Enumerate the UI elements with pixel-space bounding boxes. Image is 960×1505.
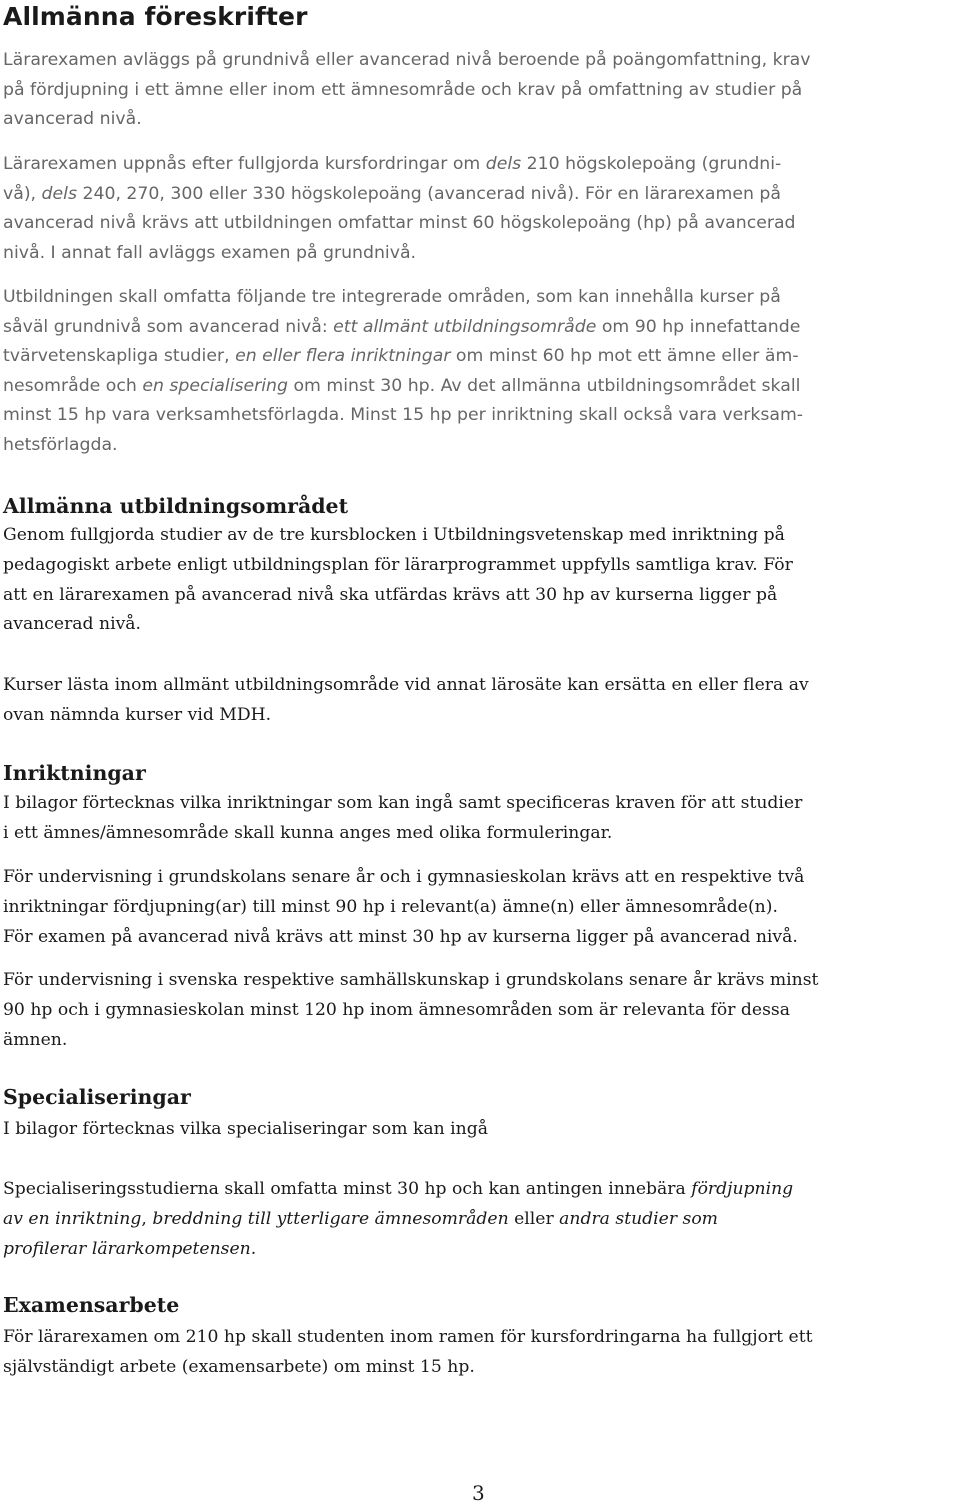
text-line: Lärarexamen avläggs på grundnivå eller avancerad nivå beroende på poängomfattning, krav xyxy=(3,50,811,70)
text-line: självständigt arbete (examensarbete) om minst 15 hp. xyxy=(3,1356,475,1377)
text-line: på fördjupning i ett ämne eller inom ett ämnesområde och krav på omfattning av studier på xyxy=(3,79,803,100)
text-line: För lärarexamen om 210 hp skall studenten inom ramen för kursfordringarna ha fullgjort ett xyxy=(3,1327,813,1347)
text-line: att en lärarexamen på avancerad nivå ska utfärdas krävs att 30 hp av kurserna ligger på xyxy=(3,584,778,605)
text-line: Kurser lästa inom allmänt utbildningsområde vid annat lärosäte kan ersätta en eller flera av xyxy=(3,675,809,695)
section-heading-specialiseringar: Specialiseringar xyxy=(3,1085,191,1109)
text-line: Utbildningen skall omfatta följande tre integrerade områden, som kan innehålla kurser på xyxy=(3,287,781,307)
allmanna-paragraph-2 xyxy=(3,671,958,731)
page-title: Allmänna föreskrifter xyxy=(3,2,308,31)
text-line: pedagogiskt arbete enligt utbildningsplan för lärarprogrammet uppfylls samtliga krav. För xyxy=(3,554,793,575)
text-line: hetsförlagda. xyxy=(3,434,118,455)
text-line: I bilagor förtecknas vilka specialiseringar som kan ingå xyxy=(3,1119,489,1139)
inriktningar-paragraph-3 xyxy=(3,966,958,1055)
inriktningar-paragraph-1 xyxy=(3,789,958,849)
text-line: inriktningar fördjupning(ar) till minst 90 hp i relevant(a) ämne(n) eller ämnesområde(n). xyxy=(3,896,778,917)
text-line: såväl grundnivå som avancerad nivå: ett allmänt utbildningsområde om 90 hp innefattande xyxy=(3,316,801,337)
text-line: Lärarexamen uppnås efter fullgjorda kursfordringar om dels 210 högskolepoäng (grundni- xyxy=(3,154,782,174)
intro-paragraph-1 xyxy=(3,46,955,135)
text-line: För undervisning i grundskolans senare år och i gymnasieskolan krävs att en respektive två xyxy=(3,867,805,887)
text-line: nivå. I annat fall avläggs examen på grundnivå. xyxy=(3,242,417,263)
text-line: ämnen. xyxy=(3,1029,68,1050)
text-line: avancerad nivå. xyxy=(3,614,141,635)
specialiseringar-paragraph-2 xyxy=(3,1175,958,1264)
text-line: I bilagor förtecknas vilka inriktningar som kan ingå samt specificeras kraven för att studier xyxy=(3,793,803,813)
intro-paragraph-3 xyxy=(3,283,955,460)
section-heading-allmanna: Allmänna utbildningsområdet xyxy=(3,494,349,518)
text-line: minst 15 hp vara verksamhetsförlagda. Minst 15 hp per inriktning skall också vara verksam- xyxy=(3,405,804,425)
allmanna-paragraph-1 xyxy=(3,521,958,640)
section-heading-inriktningar: Inriktningar xyxy=(3,761,146,785)
text-line: Specialiseringsstudierna skall omfatta minst 30 hp och kan antingen innebära fördjupning xyxy=(3,1179,794,1199)
specialiseringar-paragraph-1 xyxy=(3,1115,958,1145)
text-line: i ett ämnes/ämnesområde skall kunna anges med olika formuleringar. xyxy=(3,822,613,843)
inriktningar-paragraph-2 xyxy=(3,863,958,952)
text-line: tvärvetenskapliga studier, en eller flera inriktningar om minst 60 hp mot ett ämne eller äm- xyxy=(3,346,799,366)
text-line: nesområde och en specialisering om minst 30 hp. Av det allmänna utbildningsområdet skall xyxy=(3,375,801,396)
text-line: avancerad nivå krävs att utbildningen omfattar minst 60 högskolepoäng (hp) på avancerad xyxy=(3,213,796,233)
text-line: För examen på avancerad nivå krävs att minst 30 hp av kurserna ligger på avancerad nivå. xyxy=(3,926,798,947)
text-line: profilerar lärarkompetensen. xyxy=(3,1238,257,1259)
text-line: avancerad nivå. xyxy=(3,109,142,129)
intro-paragraph-2 xyxy=(3,150,955,268)
page-number: 3 xyxy=(472,1481,485,1505)
text-line: Genom fullgjorda studier av de tre kursblocken i Utbildningsvetenskap med inriktning på xyxy=(3,525,785,545)
text-line: 90 hp och i gymnasieskolan minst 120 hp inom ämnesområden som är relevanta för dessa xyxy=(3,999,790,1020)
examensarbete-paragraph xyxy=(3,1323,958,1383)
section-heading-examensarbete: Examensarbete xyxy=(3,1293,180,1317)
text-line: För undervisning i svenska respektive samhällskunskap i grundskolans senare år krävs minst xyxy=(3,970,819,990)
text-line: ovan nämnda kurser vid MDH. xyxy=(3,704,272,725)
text-line: av en inriktning, breddning till ytterligare ämnesområden eller andra studier som xyxy=(3,1208,718,1229)
text-line: vå), dels 240, 270, 300 eller 330 högskolepoäng (avancerad nivå). För en lärarexamen på xyxy=(3,183,781,204)
